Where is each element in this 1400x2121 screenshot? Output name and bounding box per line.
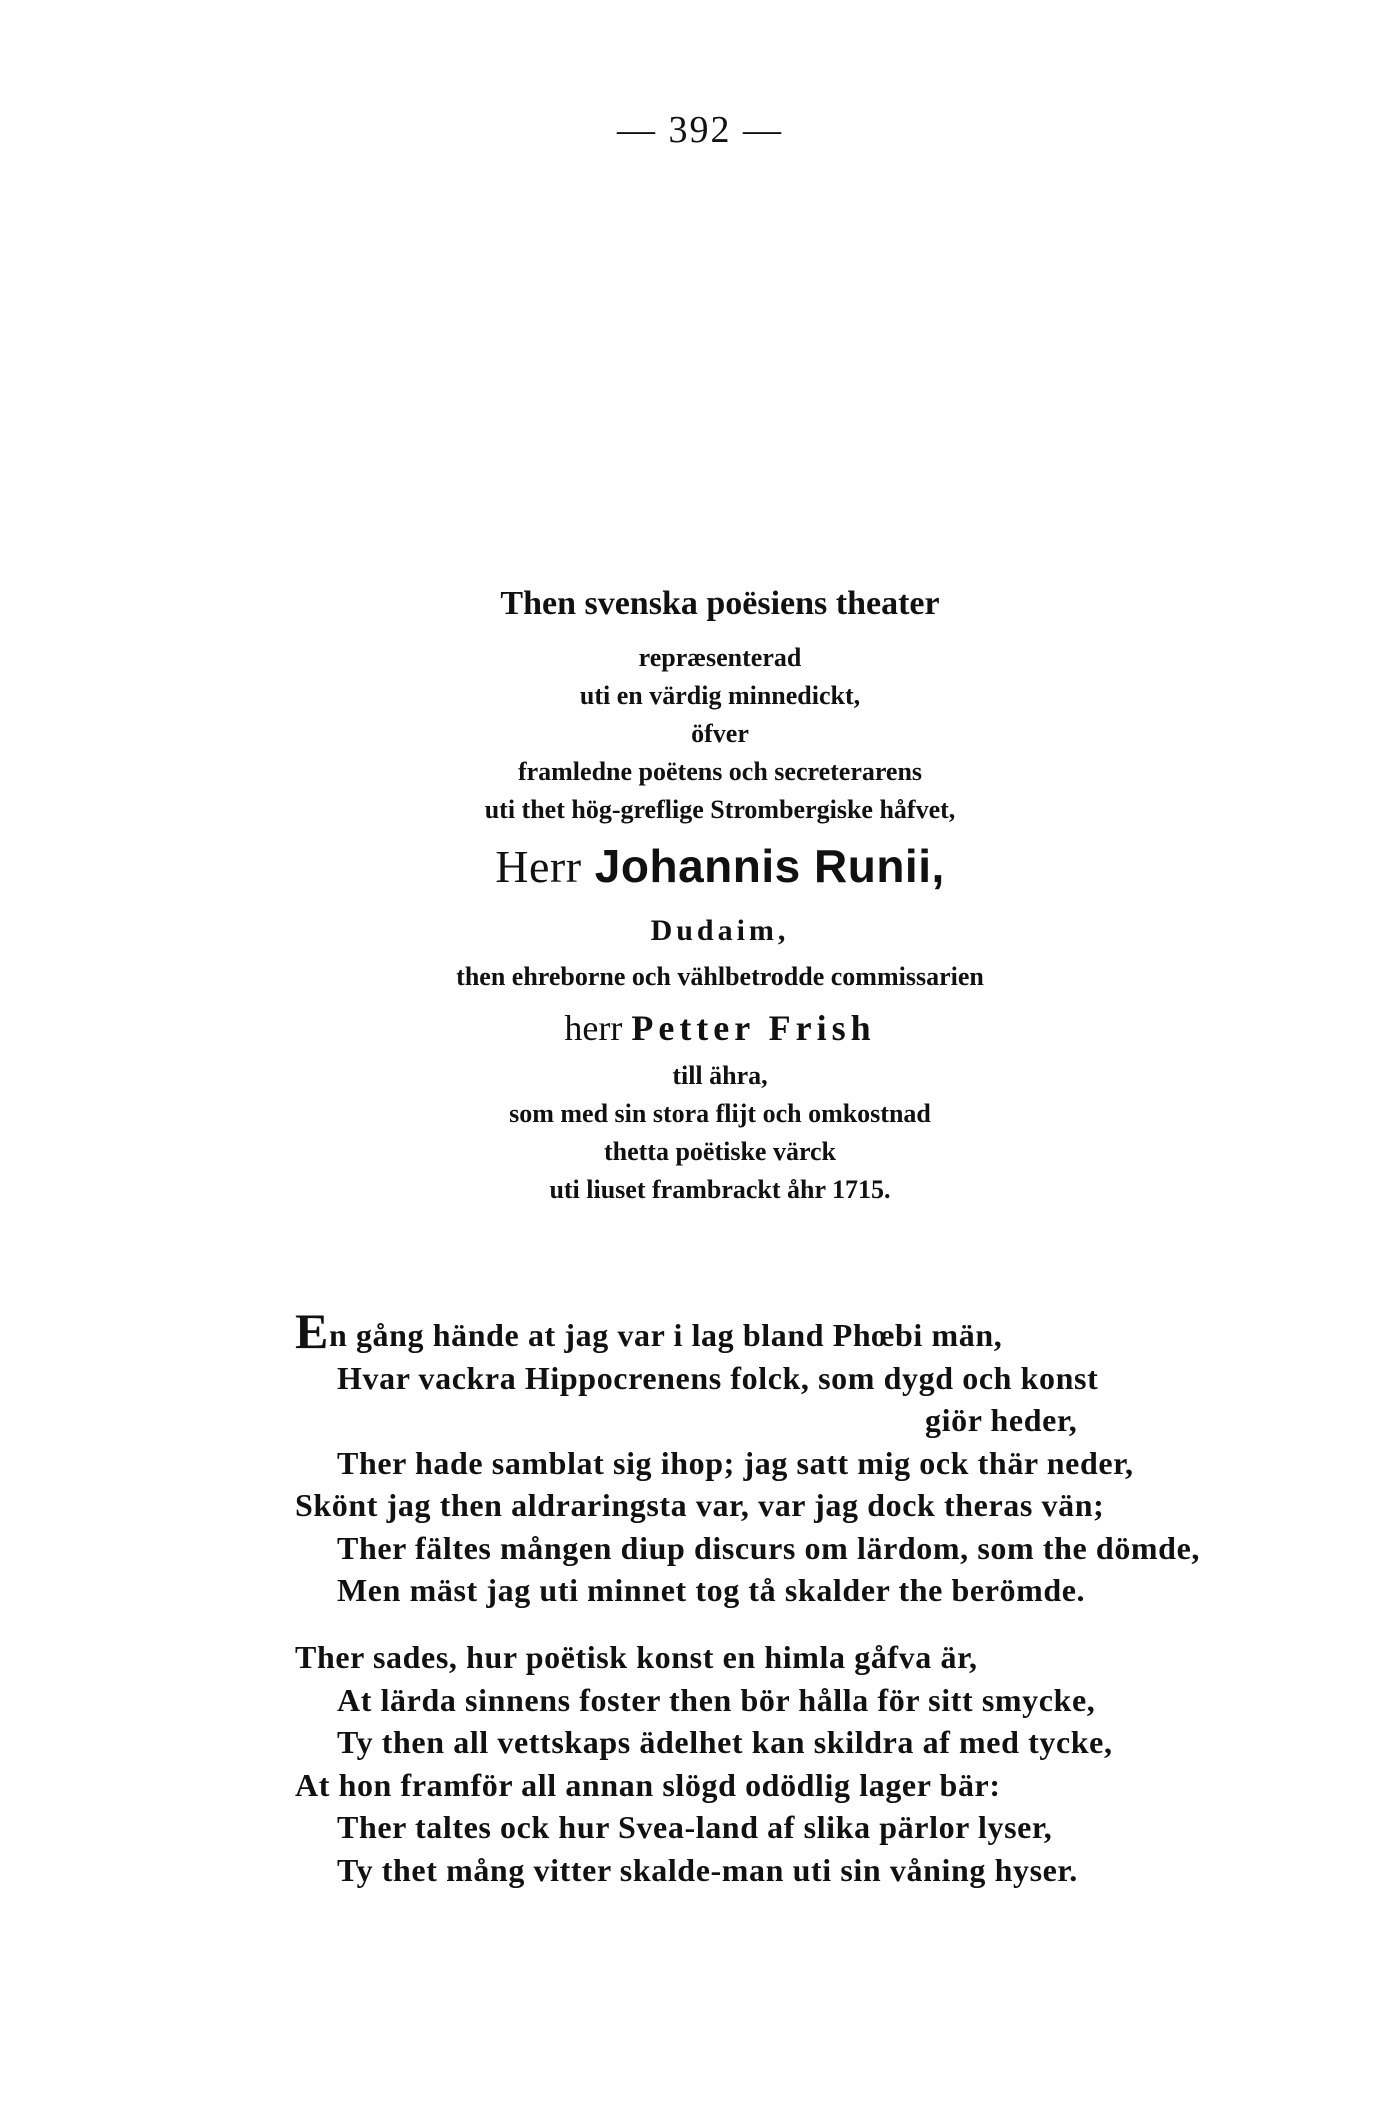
poem-line-continuation: giör heder, <box>925 1402 1078 1438</box>
poem-line: At lärda sinnens foster then bör hålla för sitt smycke, <box>337 1681 1096 1718</box>
initial-capital: E <box>295 1303 329 1359</box>
page-number: — 392 — <box>617 109 783 151</box>
poem-line: Ther fältes mången diup discurs om lärdom, som the dömde, <box>337 1529 1200 1566</box>
title-line: repræsenterad <box>638 643 802 672</box>
honoree-name-text: Johannis Runii, <box>594 840 945 892</box>
title-block <box>300 585 1140 1209</box>
honoree-name <box>300 839 1140 893</box>
poem-line <box>295 1303 1285 1359</box>
poem-line: Ther sades, hur poëtisk konst en himla gåfva är, <box>295 1639 978 1675</box>
title-line: uti thet hög-greflige Strombergiske håfvet, <box>484 795 956 824</box>
title-line: then ehreborne och vählbetrodde commissarien <box>456 962 984 991</box>
title-line: som med sin stora flijt och omkostnad <box>509 1099 931 1128</box>
poem-line: Ty thet mång vitter skalde-man uti sin våning hyser. <box>337 1851 1078 1888</box>
title-line: öfver <box>691 719 749 748</box>
title-line: till ähra, <box>672 1061 768 1090</box>
poem-line-text: n gång hände at jag var i lag bland Phœbi män, <box>328 1317 1003 1353</box>
patron-title: herr <box>564 1008 623 1048</box>
title-heading: Then svenska poësiens theater <box>500 585 940 622</box>
poem-line: Ther hade samblat sig ihop; jag satt mig ock thär neder, <box>337 1444 1134 1481</box>
patron-name <box>300 999 1140 1057</box>
poem-stanza-1 <box>295 1303 1285 1612</box>
poem-line: Ther taltes ock hur Svea-land af slika pärlor lyser, <box>337 1809 1053 1845</box>
poem-stanza-2 <box>295 1636 1285 1891</box>
poem-line: Ty then all vettskaps ädelhet kan skildra af med tycke, <box>337 1724 1113 1760</box>
title-line: uti liuset frambrackt åhr 1715. <box>549 1175 891 1204</box>
patron-name-text: Petter Frish <box>631 1008 876 1048</box>
honoree-title: Herr <box>495 841 582 892</box>
poem-line: At hon framför all annan slögd odödlig lager bär: <box>295 1766 1001 1803</box>
title-line: thetta poëtiske värck <box>603 1137 837 1166</box>
poem-line: Hvar vackra Hippocrenens folck, som dygd och konst <box>337 1359 1099 1396</box>
title-line: Dudaim, <box>650 914 790 947</box>
title-line: uti en värdig minnedickt, <box>579 681 861 710</box>
title-line: framledne poëtens och secreterarens <box>517 757 923 786</box>
poem-line: Men mäst jag uti minnet tog tå skalder the berömde. <box>337 1572 1086 1608</box>
poem-line: Skönt jag then aldraringsta var, var jag dock theras vän; <box>295 1487 1105 1523</box>
